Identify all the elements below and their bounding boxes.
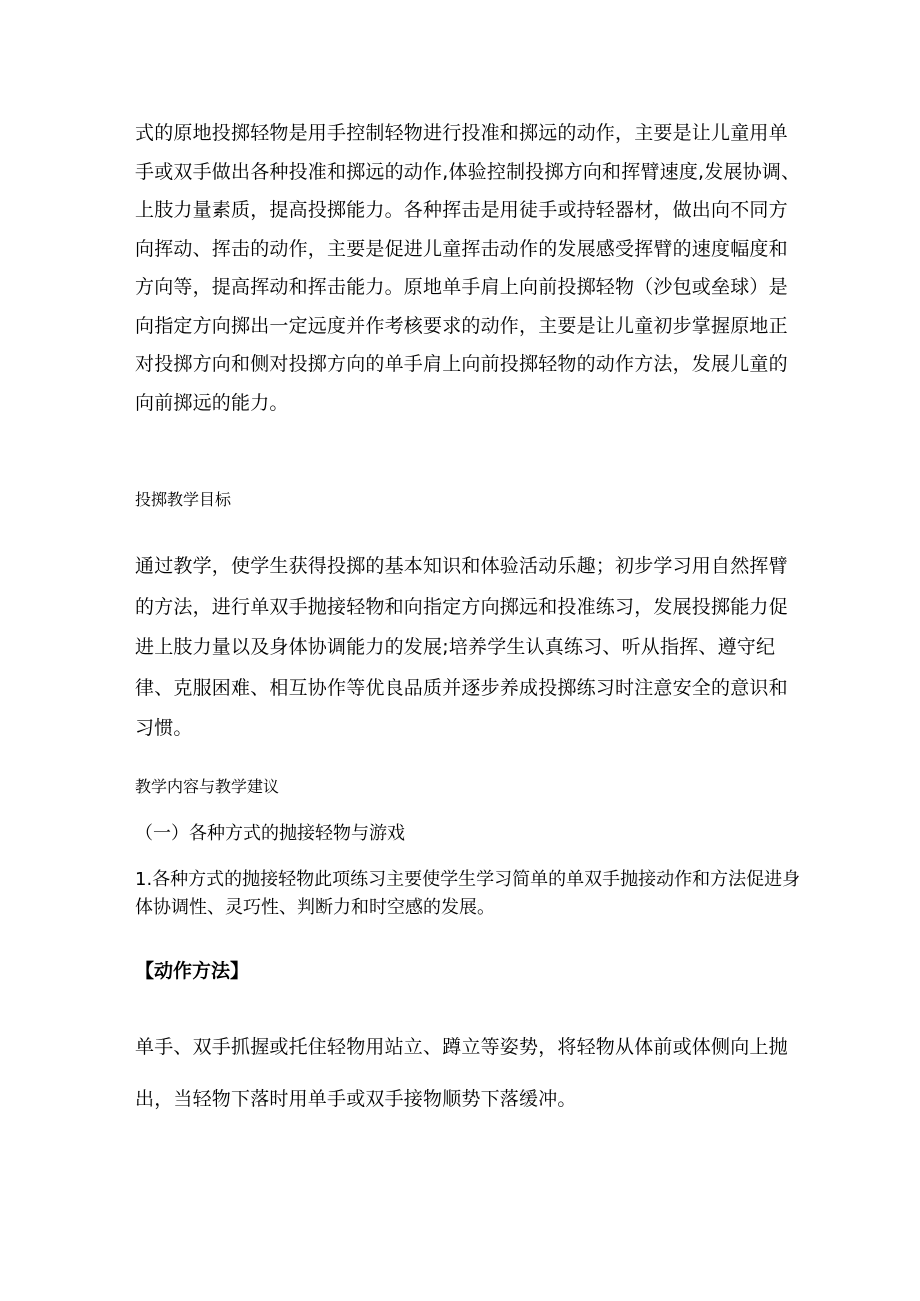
numbered-item-paragraph: 1.各种方式的抛接轻物此项练习主要使学生学习简单的单双手抛接动作和方法促进身体协调性、灵巧性、判断力和时空感的发展。 xyxy=(135,869,801,918)
section-heading-goal: 投掷教学目标 xyxy=(135,490,232,509)
goal-paragraph: 通过教学，使学生获得投掷的基本知识和体验活动乐趣；初步学习用自然挥臂的方法，进行单双手抛接轻物和向指定方向掷远和投准练习，发展投掷能力促进上肢力量以及身体协调能力的发展;培养学生认真练习、听从指挥、遵守纪律、克服困难、相互协作等优良品质并逐步养成投掷练习时注意安全的意识和习惯。 xyxy=(135,555,788,739)
method-paragraph: 单手、双手抓握或托住轻物用站立、蹲立等姿势，将轻物从体前或体侧向上抛出，当轻物下落时用单手或双手接物顺势下落缓冲。 xyxy=(135,1036,788,1110)
intro-paragraph: 式的原地投掷轻物是用手控制轻物进行投准和掷远的动作，主要是让儿童用单手或双手做出各种投准和掷远的动作,体验控制投掷方向和挥臂速度,发展协调、上肢力量素质，提高投掷能力。各种挥击是用徒手或持轻器材，做出向不同方向挥动、挥击的动作，主要是促进儿童挥击动作的发展感受挥臂的速度幅度和方向等，提高挥动和挥击能力。原地单手肩上向前投掷轻物（沙包或垒球）是向指定方向掷出一定远度并作考核要求的动作，主要是让儿童初步掌握原地正对投掷方向和侧对投掷方向的单手肩上向前投掷轻物的动作方法，发展儿童的向前掷远的能力。 xyxy=(135,122,801,414)
method-heading: 【动作方法】 xyxy=(135,960,250,982)
subsection-heading: （一）各种方式的抛接轻物与游戏 xyxy=(135,823,405,844)
section-heading-content: 教学内容与教学建议 xyxy=(135,777,280,796)
